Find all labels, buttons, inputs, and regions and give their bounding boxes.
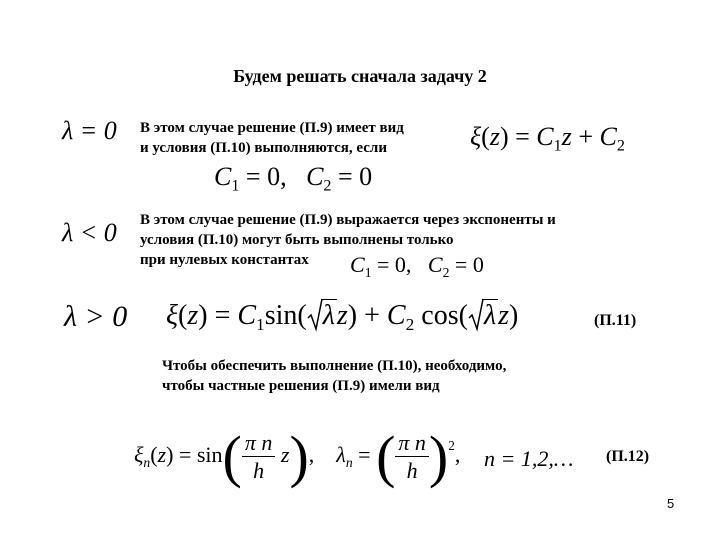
case1-solution-formula: $\xi(z) = C_1z + C_2$ bbox=[470, 122, 625, 155]
case2-constants-formula: $C_1 = 0$, $C_2 = 0$ bbox=[350, 252, 484, 280]
equation-label-p12: (П.12) bbox=[606, 448, 650, 465]
case3-condition: λ > 0 bbox=[64, 300, 128, 333]
case1-condition: λ = 0 bbox=[62, 116, 117, 145]
case2-text-line1: В этом случае решение (П.9) выражается через экспоненты и bbox=[140, 212, 556, 228]
page-number: 5 bbox=[667, 496, 675, 511]
final-n-values: n = 1,2,… bbox=[484, 446, 574, 471]
case2-text-line3: при нулевых константах bbox=[140, 252, 309, 268]
case2-condition: λ < 0 bbox=[62, 218, 117, 247]
slide-title: Будем решать сначала задачу 2 bbox=[233, 66, 487, 86]
equation-label-p11: (П.11) bbox=[594, 312, 637, 329]
case3-solution-formula: $\xi(z) = C_1\sin$( $\lambda z) + C_2$ cos( λz) bbox=[166, 300, 519, 335]
case2-text-line2: условия (П.10) могут быть выполнены только bbox=[140, 232, 454, 248]
case1-constants-formula: $C_1 = 0$, $C_2 = 0$ bbox=[214, 162, 373, 195]
final-eigen-formula: $\xi_n(z) = \sin$( $\frac{\text{π n}}{h}$ z), $\lambda_n$ = ( $\frac{\text{π n}}{h}$ )$^2$, bbox=[134, 424, 461, 489]
case1-text-line2: и условия (П.10) выполняются, если bbox=[140, 140, 387, 156]
note-line1: Чтобы обеспечить выполнение (П.10), необходимо, bbox=[162, 358, 507, 374]
case1-text-line1: В этом случае решение (П.9) имеет вид bbox=[140, 120, 404, 136]
note-line2: чтобы частные решения (П.9) имели вид bbox=[162, 378, 440, 394]
